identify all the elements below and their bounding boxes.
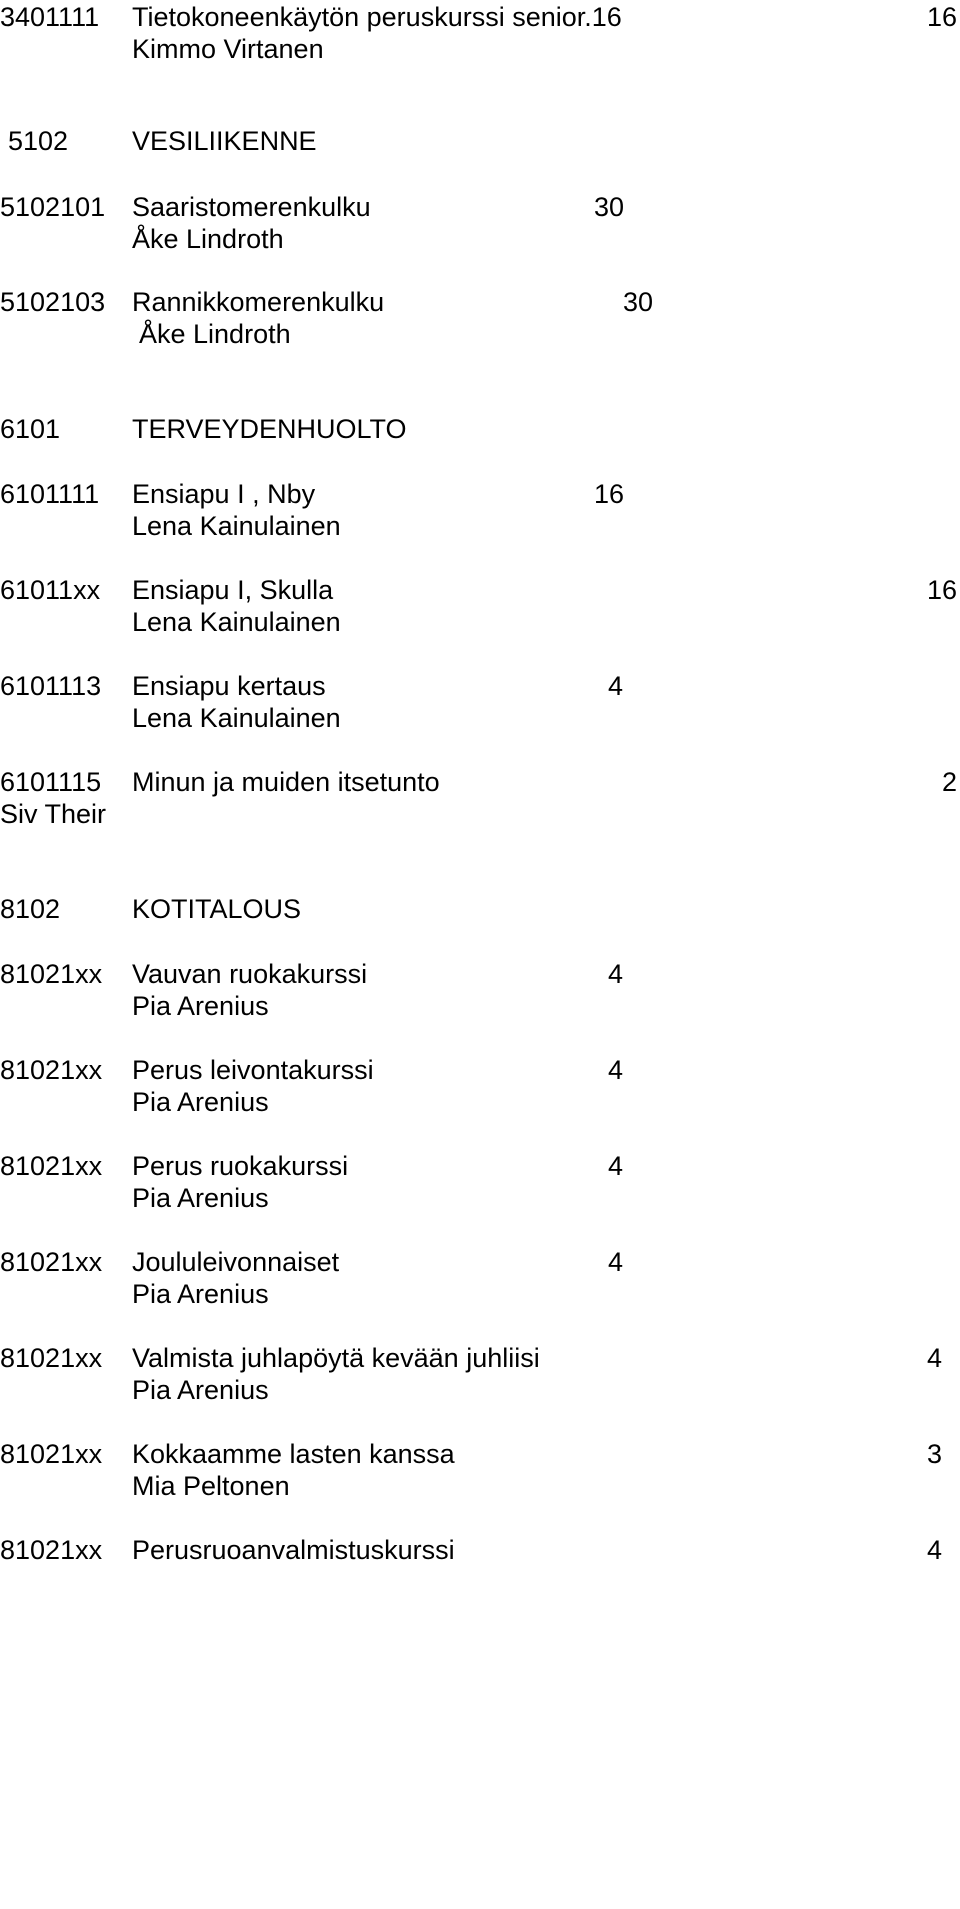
entry-code: 81021xx <box>0 1151 103 1181</box>
entry-title: Vauvan ruokakurssi <box>132 959 368 989</box>
entry-hours: 3 <box>927 1439 943 1469</box>
entry-hours: 30 <box>623 287 654 317</box>
entry-hours: 16 <box>594 479 625 509</box>
entry-teacher: Pia Arenius <box>132 991 269 1021</box>
entry-code: 81021xx <box>0 1247 103 1277</box>
section-code: 5102 <box>8 126 69 156</box>
entry-title: Ensiapu I, Skulla <box>132 575 334 605</box>
entry-code: 6101115 <box>0 767 102 797</box>
section-title: VESILIIKENNE <box>132 126 317 156</box>
entry-hours: 4 <box>927 1535 943 1565</box>
entry-title: Joululeivonnaiset <box>132 1247 340 1277</box>
entry-hours: 30 <box>594 192 625 222</box>
entry-teacher: Mia Peltonen <box>132 1471 290 1501</box>
entry-title: Rannikkomerenkulku <box>132 287 385 317</box>
entry-title: Valmista juhlapöytä kevään juhliisi <box>132 1343 540 1373</box>
entry-code: 81021xx <box>0 1343 103 1373</box>
entry-title: Perusruoanvalmistuskurssi <box>132 1535 455 1565</box>
entry-code: 6101113 <box>0 671 102 701</box>
entry-title: Ensiapu kertaus <box>132 671 326 701</box>
entry-teacher: Pia Arenius <box>132 1279 269 1309</box>
entry-teacher: Pia Arenius <box>132 1087 269 1117</box>
entry-code: 61011xx <box>0 575 101 605</box>
entry-code: 5102101 <box>0 192 106 222</box>
entry-teacher: Åke Lindroth <box>139 319 291 349</box>
entry-hours: 2 <box>942 767 958 797</box>
entry-code: 81021xx <box>0 1535 103 1565</box>
entry-title: Saaristomerenkulku <box>132 192 371 222</box>
entry-code: 3401111 <box>0 2 100 32</box>
section-code: 8102 <box>0 894 61 924</box>
entry-teacher: Pia Arenius <box>132 1183 269 1213</box>
section-title: TERVEYDENHUOLTO <box>132 414 407 444</box>
entry-code: 6101111 <box>0 479 100 509</box>
section-code: 6101 <box>0 414 61 444</box>
entry-title: Perus leivontakurssi <box>132 1055 374 1085</box>
entry-title: Kokkaamme lasten kanssa <box>132 1439 455 1469</box>
entry-hours: 4 <box>608 959 624 989</box>
entry-hours: 4 <box>608 671 624 701</box>
entry-hours: 4 <box>608 1055 624 1085</box>
entry-title: Minun ja muiden itsetunto <box>132 767 440 797</box>
entry-teacher: Lena Kainulainen <box>132 511 341 541</box>
entry-teacher: Lena Kainulainen <box>132 703 341 733</box>
entry-teacher: Lena Kainulainen <box>132 607 341 637</box>
entry-teacher: Pia Arenius <box>132 1375 269 1405</box>
entry-code: 81021xx <box>0 959 103 989</box>
entry-hours: 16 <box>927 575 958 605</box>
entry-code: 81021xx <box>0 1055 103 1085</box>
entry-title: Ensiapu I , Nby <box>132 479 316 509</box>
entry-title: Tietokoneenkäytön peruskurssi senior.16 <box>132 2 622 32</box>
entry-hours: 4 <box>608 1151 624 1181</box>
entry-teacher: Kimmo Virtanen <box>132 34 324 64</box>
entry-hours: 4 <box>927 1343 943 1373</box>
entry-teacher: Åke Lindroth <box>132 224 284 254</box>
entry-hours: 4 <box>608 1247 624 1277</box>
section-title: KOTITALOUS <box>132 894 302 924</box>
entry-code: 5102103 <box>0 287 106 317</box>
entry-title: Perus ruokakurssi <box>132 1151 349 1181</box>
entry-code: 81021xx <box>0 1439 103 1469</box>
entry-hours: 16 <box>927 2 958 32</box>
entry-teacher: Siv Their <box>0 799 107 829</box>
